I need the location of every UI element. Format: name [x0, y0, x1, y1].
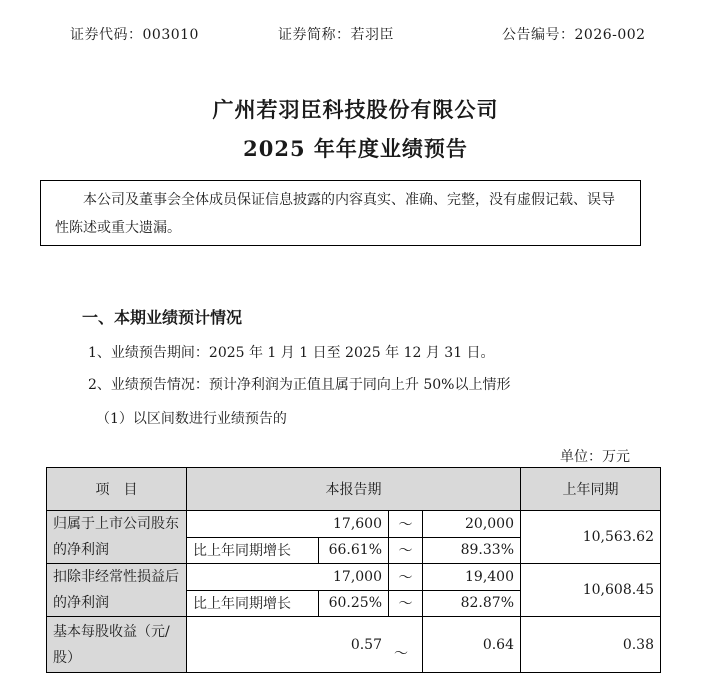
table-row	[47, 511, 661, 538]
announcement-number: 公告编号：2026-002	[502, 27, 646, 43]
prior-value: 0.38	[521, 617, 661, 673]
header-prior-period: 上年同期	[521, 468, 661, 511]
prior-value: 10,608.45	[521, 564, 661, 617]
table-header-row	[47, 468, 661, 511]
growth-low: 66.61%	[319, 537, 389, 564]
growth-high: 82.87%	[423, 590, 521, 617]
forecast-method: （1）以区间数进行业绩预告的	[96, 411, 287, 427]
unit-label: 单位：万元	[560, 449, 630, 465]
value-high: 0.64	[423, 617, 521, 673]
tilde: ～	[394, 646, 408, 662]
value-low: 17,600	[187, 511, 389, 538]
growth-label: 比上年同期增长	[187, 590, 319, 617]
tilde: ～	[389, 511, 423, 538]
disclaimer-box	[40, 180, 641, 246]
section-heading: 一、本期业绩预计情况	[82, 308, 243, 327]
tilde: ～	[389, 590, 423, 617]
value-low: 0.57	[187, 617, 423, 673]
table-row	[47, 617, 661, 673]
value-low: 17,000	[187, 564, 389, 591]
forecast-period: 1、业绩预告期间：2025 年 1 月 1 日至 2025 年 12 月 31 日。	[88, 345, 495, 361]
stock-code: 证券代码：003010	[70, 27, 199, 43]
header-item: 项 目	[47, 468, 187, 511]
growth-label: 比上年同期增长	[187, 537, 319, 564]
forecast-situation: 2、业绩预告情况：预计净利润为正值且属于同向上升 50%以上情形	[88, 377, 511, 393]
report-title: 2025 年年度业绩预告	[243, 136, 468, 161]
row-label-net-profit: 归属于上市公司股东的净利润	[47, 511, 187, 564]
stock-short-name: 证券简称：若羽臣	[278, 27, 394, 43]
table-row	[47, 564, 661, 591]
row-label-eps: 基本每股收益（元/股）	[47, 617, 187, 673]
tilde: ～	[389, 564, 423, 591]
header-current-period: 本报告期	[187, 468, 521, 511]
row-label-deducted-net-profit: 扣除非经常性损益后的净利润	[47, 564, 187, 617]
performance-table	[46, 467, 661, 673]
company-name: 广州若羽臣科技股份有限公司	[212, 97, 499, 122]
growth-low: 60.25%	[319, 590, 389, 617]
disclaimer-text: 本公司及董事会全体成员保证信息披露的内容真实、准确、完整，没有虚假记载、误导性陈述或重大遗漏。	[55, 192, 615, 236]
prior-value: 10,563.62	[521, 511, 661, 564]
growth-high: 89.33%	[423, 537, 521, 564]
value-high: 20,000	[423, 511, 521, 538]
tilde: ～	[389, 537, 423, 564]
value-high: 19,400	[423, 564, 521, 591]
